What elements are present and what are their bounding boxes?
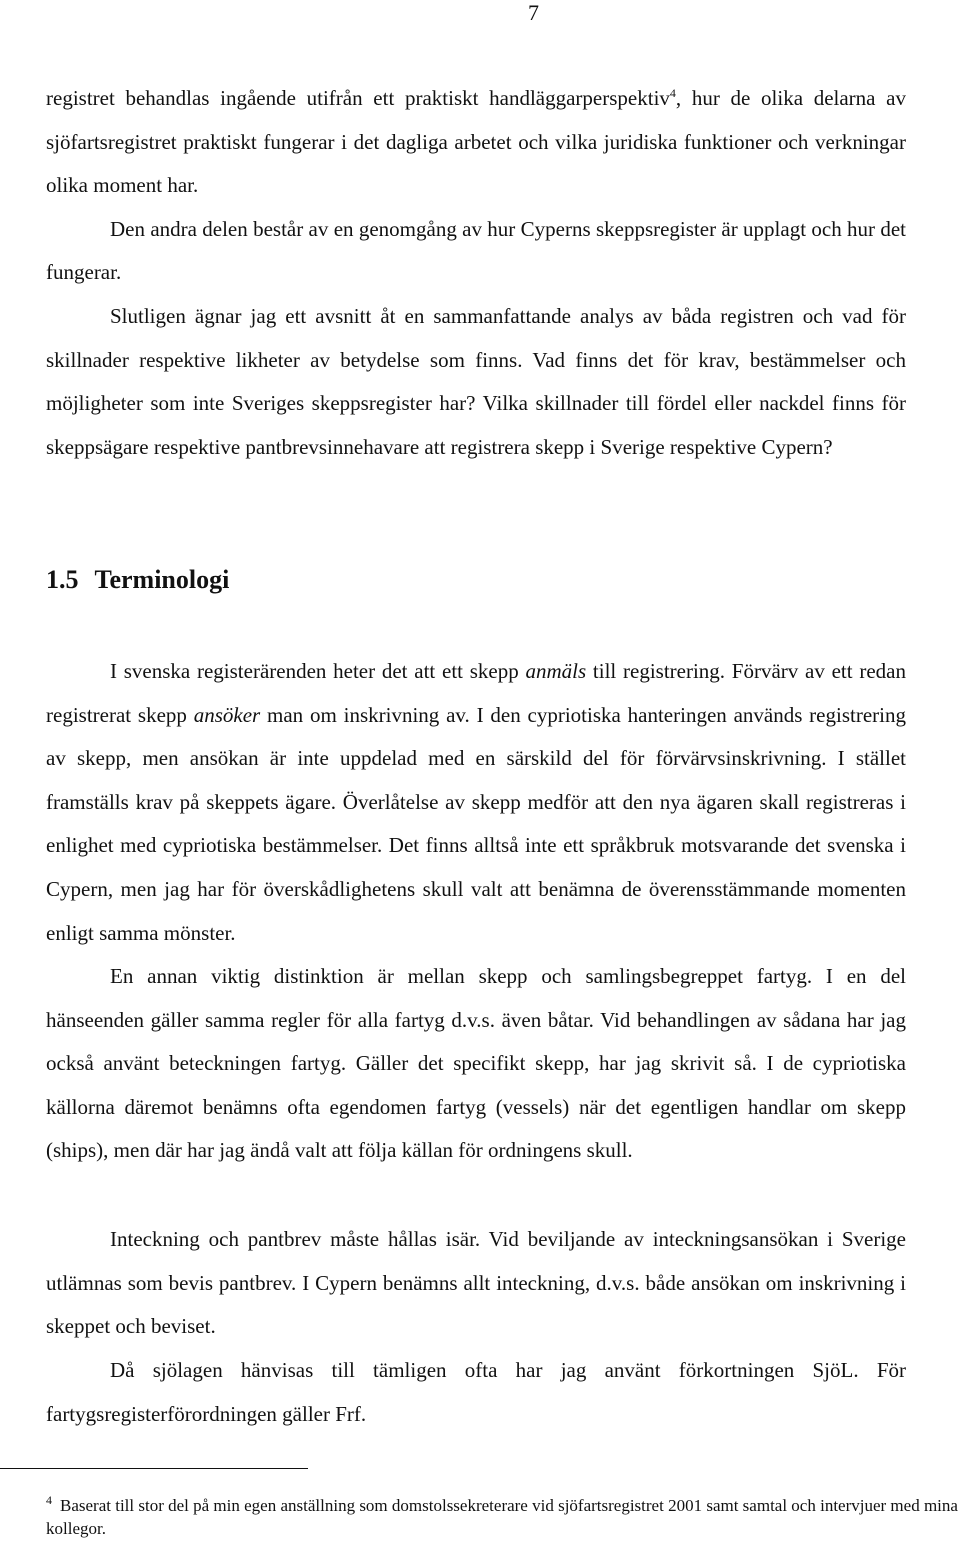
paragraph-text: registret behandlas ingående utifrån ett praktiskt handläggarperspektiv [46, 86, 670, 110]
paragraph-intro [46, 77, 906, 295]
paragraph-text: Den andra delen består av en genomgång av hur Cyperns skeppsregister är upplagt och hur det fungerar. [46, 216, 906, 285]
paragraph-text: Slutligen ägnar jag ett avsnitt åt en sammanfattande analys av båda registren och vad för skillnader respektive likheter av betydelse som finns. Vad finns det för krav, bestämmelser och möjligheter som inte Sveriges skeppsregister har? Vilka skillnader till fördel eller nackdel finns för skeppsägare respektive pantbrevsinnehavare att registrera skepp i Sverige respektive Cypern? [46, 304, 906, 459]
paragraph-text: I svenska registerärenden heter det att ett skepp [110, 659, 526, 683]
section-heading [46, 560, 229, 600]
paragraph-text: Inteckning och pantbrev måste hållas isär. Vid beviljande av inteckningsansökan i Sverige utlämnas som bevis pantbrev. I Cypern benämns allt inteckning, d.v.s. både ansökan om inskrivning i skeppet och beviset. [46, 1227, 906, 1339]
footnote-text: Baserat till stor del på min egen anställning som domstolssekreterare vid sjöfartsregistret 2001 samt samtal och intervjuer med mina kollegor. [46, 1496, 958, 1538]
paragraph-terminology [46, 650, 906, 955]
paragraph-text: Då sjölagen hänvisas till tämligen ofta har jag använt förkortningen SjöL. För fartygsregisterförordningen gäller Frf. [46, 1358, 906, 1426]
paragraph-analysis [46, 295, 906, 469]
footnote-marker: 4 [46, 1493, 52, 1508]
section-title: Terminologi [94, 565, 230, 594]
footnote [46, 1494, 958, 1540]
paragraph-text: , hur de olika delarna av sjöfartsregistret praktiskt fungerar i det dagliga arbetet och vilka juridiska funktioner och verkningar olika moment har. [46, 86, 906, 198]
emphasis-term: anmäls [525, 659, 587, 683]
paragraph-mortgage [46, 1218, 906, 1349]
emphasis-term: ansöker [193, 702, 261, 727]
section-number: 1.5 [46, 565, 79, 594]
paragraph-text: man om inskrivning av. I den cypriotiska hanteringen används registrering av skepp, men ansökan är inte uppdelad med en särskild del för förvärvsinskrivning. I stället framställs krav på skeppets ägare. Överlåtelse av skepp medför att den nya ägaren skall registreras i enlighet med cypriotiska bestämmelser. Det finns alltså inte ett språkbruk motsvarande det svenska i Cypern, men jag har för överskådlighetens skull valt att benämna de överensstämmande momenten enligt samma mönster. [46, 702, 906, 945]
paragraph-text: En annan viktig distinktion är mellan skepp och samlingsbegreppet fartyg. I en del hänseenden gäller samma regler för alla fartyg d.v.s. även båtar. Vid behandlingen av sådana har jag också använt beteckningen fartyg. Gäller det specifikt skepp, har jag skrivit så. I de cypriotiska källorna däremot benämns ofta egendomen fartyg (vessels) när det egentligen handlar om skepp (ships), men där har jag ändå valt att följa källan för ordningens skull. [46, 964, 906, 1163]
paragraph-abbreviations [46, 1349, 906, 1436]
footnote-reference[interactable]: 4 [669, 86, 676, 100]
paragraph-text: till registrering. Förvärv av ett redan registrerat skepp [46, 659, 906, 727]
paragraph-distinction [46, 955, 906, 1173]
page-number: 7 [528, 0, 539, 25]
footnote-divider [0, 1468, 308, 1469]
